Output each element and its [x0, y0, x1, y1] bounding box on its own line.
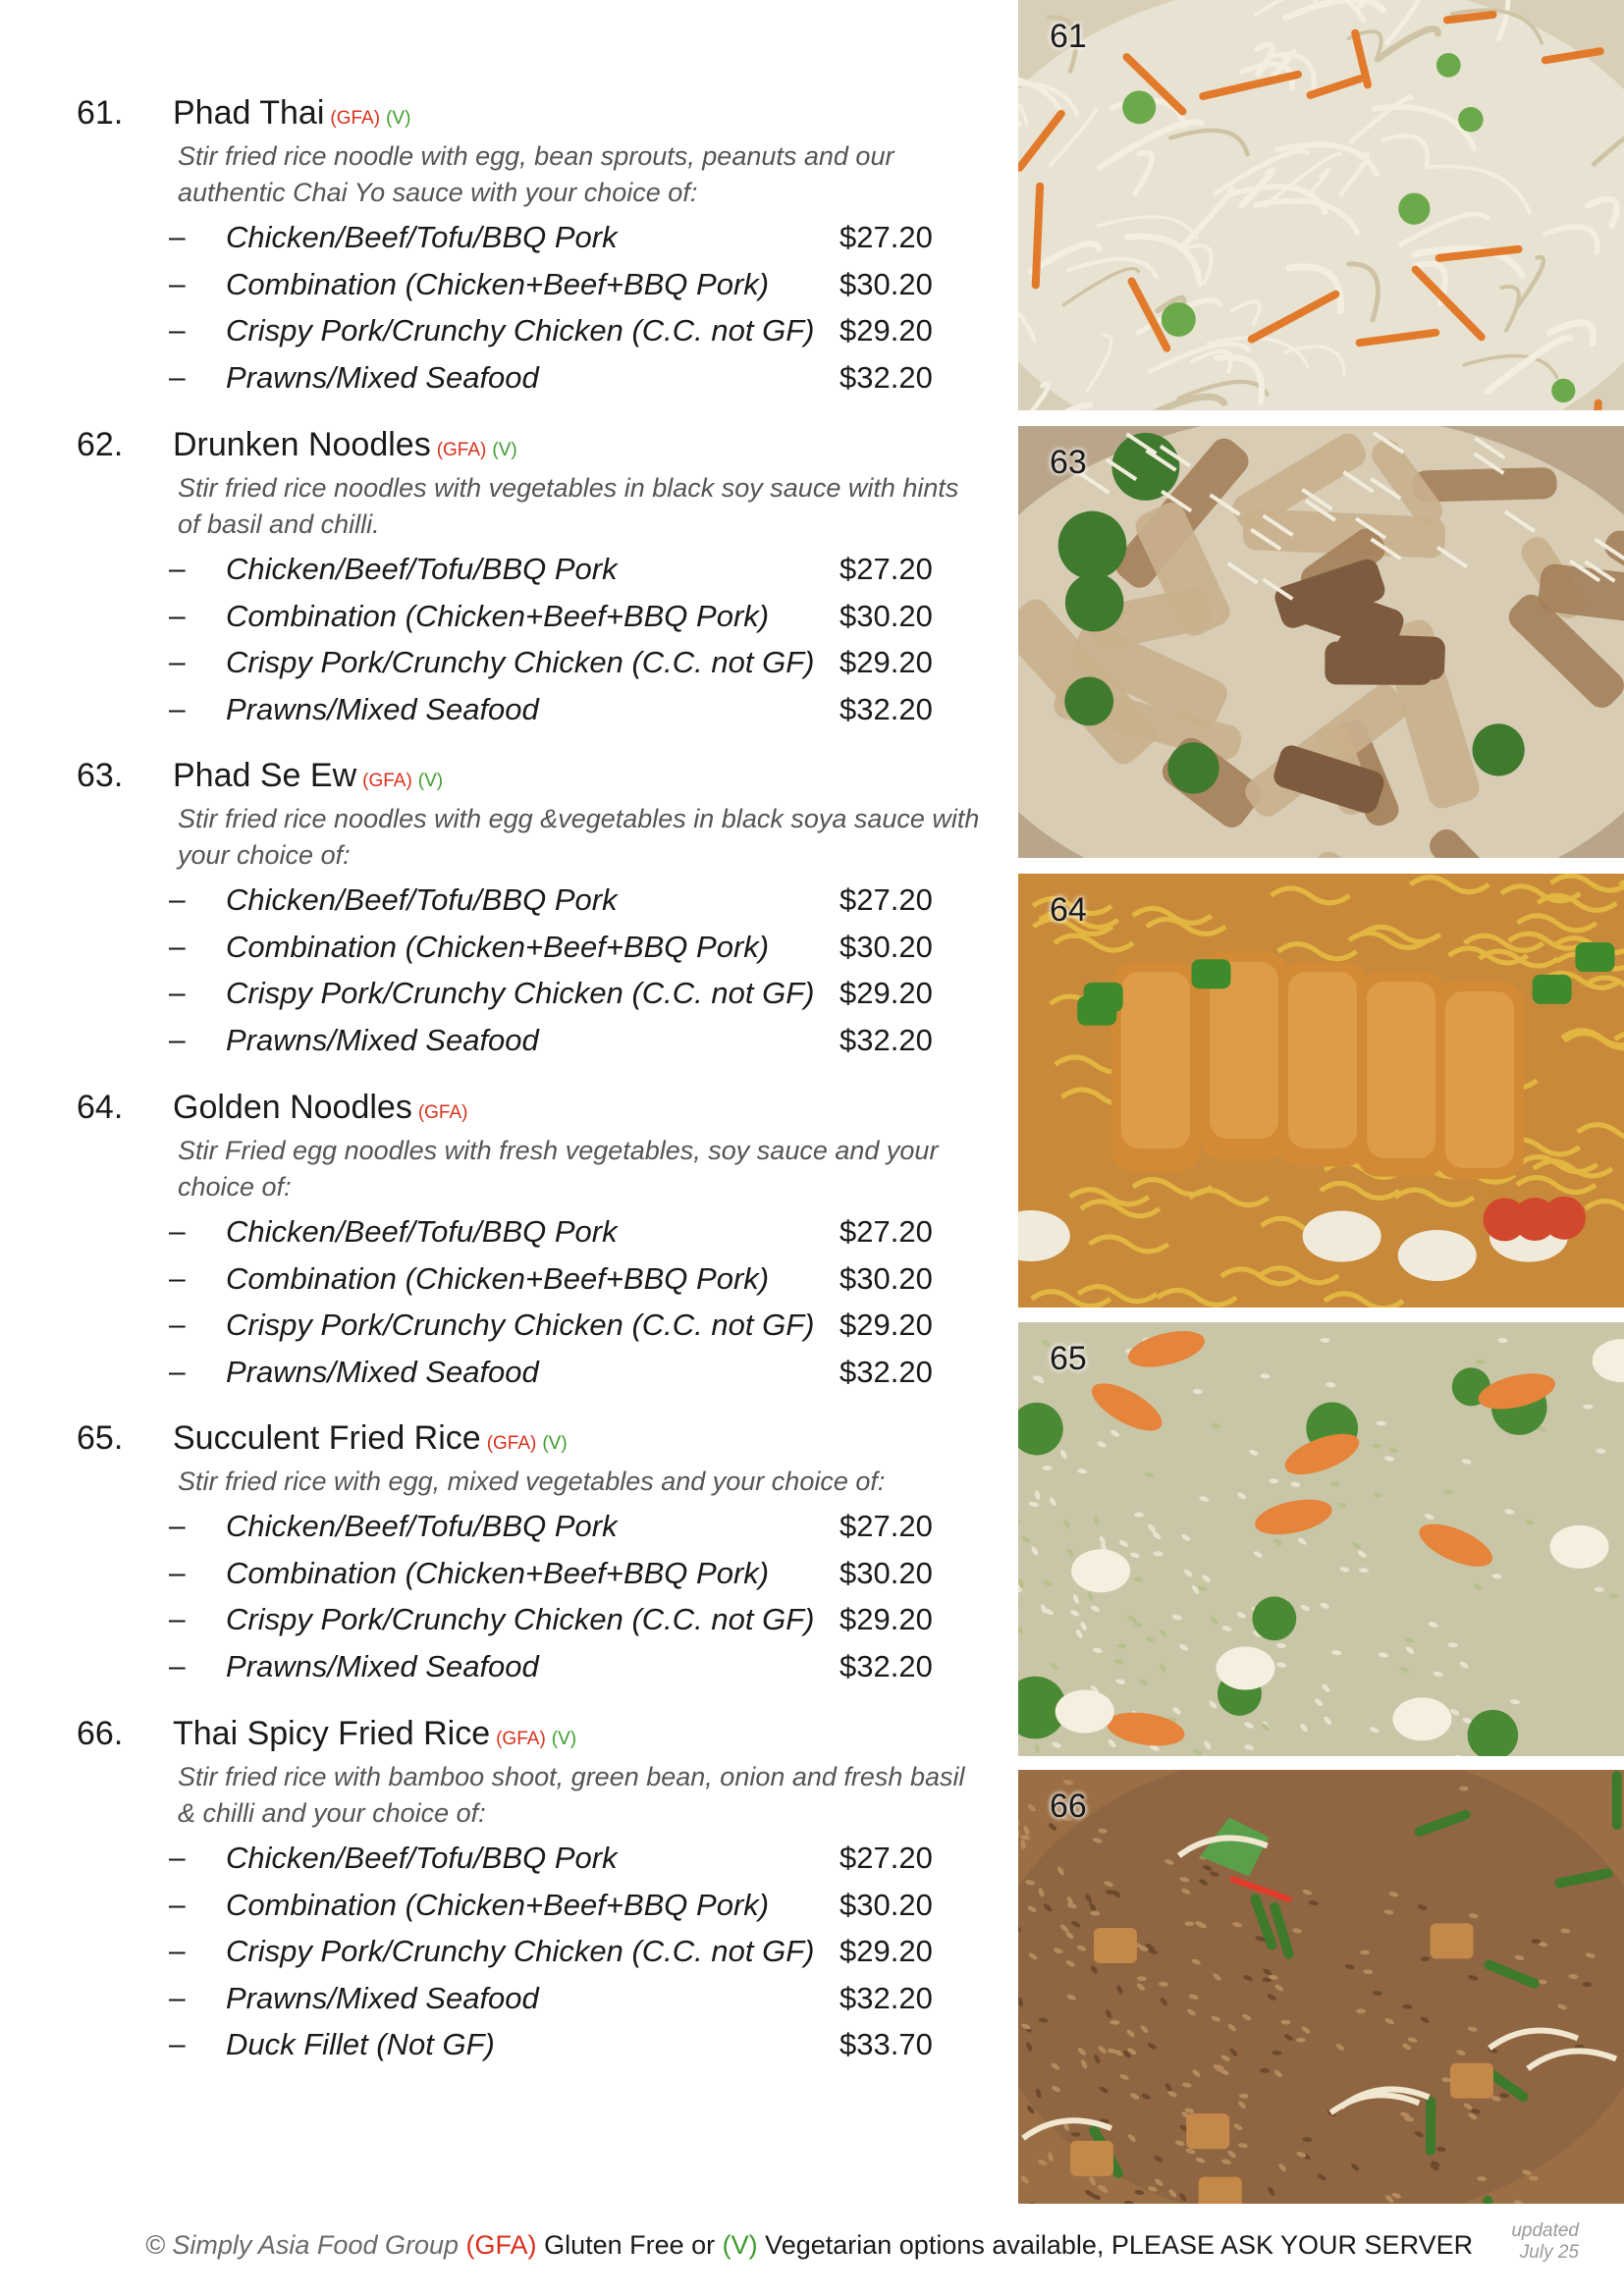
option-dash: –: [169, 1842, 186, 1874]
option-row: [0, 1882, 1011, 1928]
option-name: Prawns/Mixed Seafood: [226, 1648, 539, 1683]
option-row: [0, 1302, 1011, 1348]
item-number: 63.: [77, 757, 124, 794]
item-title-line: [173, 425, 517, 471]
option-price: $27.20: [839, 220, 933, 254]
option-dash: –: [169, 1935, 186, 1967]
option-price: $32.20: [839, 359, 933, 395]
option-dash: –: [169, 646, 186, 678]
option-name: Crispy Pork/Crunchy Chicken (C.C. not GF): [226, 313, 815, 347]
updated-date: [1500, 2220, 1579, 2264]
option-row: [0, 1349, 1011, 1395]
updated-month: July 25: [1519, 2242, 1579, 2263]
item-title-line: [173, 93, 410, 139]
food-photo-image: [1018, 874, 1624, 1308]
footer-veg-tag: (V): [722, 2230, 758, 2260]
option-price: $29.20: [839, 976, 933, 1010]
option-price: $27.20: [839, 1509, 933, 1543]
option-name: Combination (Chicken+Beef+BBQ Pork): [226, 598, 770, 633]
option-price: $29.20: [839, 1308, 933, 1342]
veg-tag: (V): [551, 1729, 577, 1749]
item-number: 65.: [77, 1419, 124, 1457]
option-name: Crispy Pork/Crunchy Chicken (C.C. not GF): [226, 645, 815, 679]
item-title-line: [173, 1714, 576, 1760]
option-name: Chicken/Beef/Tofu/BBQ Pork: [226, 1841, 618, 1875]
option-dash: –: [169, 977, 186, 1009]
option-dash: –: [169, 553, 186, 585]
option-name: Combination (Chicken+Beef+BBQ Pork): [226, 1260, 770, 1296]
footer: [0, 2220, 1624, 2279]
option-dash: –: [169, 1981, 186, 2014]
gfa-tag: (GFA): [496, 1729, 546, 1749]
option-name: Combination (Chicken+Beef+BBQ Pork): [226, 1887, 770, 1922]
item-title-line: [173, 1088, 468, 1134]
photo-number: 63: [1050, 444, 1087, 481]
option-dash: –: [169, 221, 186, 253]
option-dash: –: [169, 314, 186, 347]
option-row: [0, 686, 1011, 732]
item-name: Phad Thai: [173, 94, 325, 132]
updated-label: updated: [1511, 2220, 1579, 2241]
option-dash: –: [169, 1215, 186, 1248]
item-number: 62.: [77, 426, 124, 463]
gfa-tag: (GFA): [486, 1433, 537, 1454]
option-row: [0, 970, 1011, 1016]
gfa-tag: (GFA): [330, 108, 381, 129]
option-dash: –: [169, 1510, 186, 1542]
option-price: $29.20: [839, 645, 933, 679]
option-dash: –: [169, 599, 186, 632]
option-row: [0, 261, 1011, 307]
option-price: $30.20: [839, 1260, 933, 1296]
option-row: [0, 214, 1011, 260]
option-row: [0, 924, 1011, 970]
option-row: [0, 1208, 1011, 1255]
option-row: [0, 1017, 1011, 1063]
item-title-line: [173, 756, 443, 802]
option-price: $29.20: [839, 313, 933, 347]
option-price: $29.20: [839, 1602, 933, 1636]
option-row: [0, 639, 1011, 685]
option-row: [0, 1550, 1011, 1596]
option-dash: –: [169, 1649, 186, 1682]
item-name: Phad Se Ew: [173, 757, 357, 794]
item-name: Golden Noodles: [173, 1089, 412, 1126]
option-price: $32.20: [839, 1354, 933, 1389]
food-photo-image: [1018, 426, 1624, 858]
option-price: $32.20: [839, 1648, 933, 1683]
option-row: [0, 1596, 1011, 1642]
item-number: 61.: [77, 94, 124, 132]
veg-tag: (V): [386, 108, 411, 129]
item-name: Succulent Fried Rice: [173, 1419, 481, 1457]
item-name: Drunken Noodles: [173, 426, 431, 463]
option-price: $32.20: [839, 1022, 933, 1057]
option-name: Combination (Chicken+Beef+BBQ Pork): [226, 1555, 770, 1590]
option-price: $27.20: [839, 882, 933, 917]
option-dash: –: [169, 2028, 186, 2060]
option-price: $30.20: [839, 929, 933, 964]
item-description: Stir fried rice noodle with egg, bean sprouts, peanuts and our authentic Chai Yo sauce with your choice of:: [178, 141, 894, 207]
option-price: $32.20: [839, 691, 933, 726]
option-row: [0, 877, 1011, 923]
veg-tag: (V): [492, 440, 517, 460]
option-name: Prawns/Mixed Seafood: [226, 359, 539, 395]
gfa-tag: (GFA): [436, 440, 487, 460]
option-price: $30.20: [839, 1555, 933, 1590]
option-name: Chicken/Beef/Tofu/BBQ Pork: [226, 1509, 618, 1543]
copyright-text: © Simply Asia Food Group: [145, 2230, 460, 2260]
option-dash: –: [169, 1308, 186, 1341]
option-name: Crispy Pork/Crunchy Chicken (C.C. not GF): [226, 1602, 815, 1636]
option-row: [0, 1503, 1011, 1549]
option-price: $32.20: [839, 1980, 933, 2015]
item-description: Stir fried rice noodles with vegetables in black soy sauce with hints of basil and chilli.: [178, 473, 959, 539]
food-photo-image: [1018, 1322, 1624, 1756]
option-name: Prawns/Mixed Seafood: [226, 691, 539, 726]
option-dash: –: [169, 930, 186, 963]
item-number: 64.: [77, 1089, 124, 1126]
option-row: [0, 546, 1011, 592]
item-description: Stir fried rice noodles with egg &vegetables in black soya sauce with your choice of:: [178, 804, 980, 870]
option-price: $29.20: [839, 1934, 933, 1968]
option-dash: –: [169, 267, 186, 300]
photo-column: [1018, 0, 1624, 2296]
option-name: Chicken/Beef/Tofu/BBQ Pork: [226, 882, 618, 917]
option-row: [0, 1643, 1011, 1689]
dish-photo: [1018, 1770, 1624, 2204]
dish-photo: [1018, 1322, 1624, 1756]
option-price: $27.20: [839, 1841, 933, 1875]
option-row: [0, 354, 1011, 400]
photo-number: 66: [1050, 1788, 1087, 1825]
food-photo-image: [1018, 0, 1624, 410]
option-row: [0, 1975, 1011, 2021]
item-description: Stir fried rice with bamboo shoot, green bean, onion and fresh basil & chilli and your choice of:: [178, 1762, 965, 1828]
item-title-line: [173, 1418, 568, 1465]
option-row: [0, 307, 1011, 353]
option-name: Prawns/Mixed Seafood: [226, 1980, 539, 2015]
option-row: [0, 2021, 1011, 2067]
footer-veg-text: Vegetarian options available, PLEASE ASK YOUR SERVER: [765, 2230, 1474, 2260]
food-photo-image: [1018, 1770, 1624, 2204]
option-name: Crispy Pork/Crunchy Chicken (C.C. not GF): [226, 1308, 815, 1342]
option-name: Chicken/Beef/Tofu/BBQ Pork: [226, 552, 618, 586]
option-price: $30.20: [839, 1887, 933, 1922]
footer-note: [145, 2230, 1473, 2261]
dish-photo: [1018, 426, 1624, 858]
option-price: $33.70: [839, 2027, 933, 2061]
option-dash: –: [169, 1261, 186, 1295]
gfa-tag: (GFA): [417, 1102, 468, 1123]
option-row: [0, 1255, 1011, 1302]
option-name: Chicken/Beef/Tofu/BBQ Pork: [226, 220, 618, 254]
option-row: [0, 1835, 1011, 1881]
option-dash: –: [169, 1888, 186, 1921]
footer-gfa-text: Gluten Free or: [544, 2230, 716, 2260]
option-price: $27.20: [839, 552, 933, 586]
option-row: [0, 1928, 1011, 1974]
option-name: Chicken/Beef/Tofu/BBQ Pork: [226, 1214, 618, 1249]
option-name: Duck Fillet (Not GF): [226, 2027, 495, 2061]
photo-number: 64: [1050, 891, 1087, 929]
option-dash: –: [169, 883, 186, 916]
option-name: Crispy Pork/Crunchy Chicken (C.C. not GF): [226, 1934, 815, 1968]
veg-tag: (V): [542, 1433, 568, 1454]
option-dash: –: [169, 360, 186, 394]
item-name: Thai Spicy Fried Rice: [173, 1715, 491, 1752]
item-number: 66.: [77, 1715, 124, 1752]
option-dash: –: [169, 1603, 186, 1635]
option-dash: –: [169, 1023, 186, 1056]
option-name: Prawns/Mixed Seafood: [226, 1022, 539, 1057]
option-name: Combination (Chicken+Beef+BBQ Pork): [226, 266, 770, 301]
item-description: Stir Fried egg noodles with fresh vegetables, soy sauce and your choice of:: [178, 1136, 939, 1201]
dish-photo: [1018, 0, 1624, 410]
option-dash: –: [169, 1355, 186, 1388]
veg-tag: (V): [417, 771, 444, 791]
photo-number: 65: [1050, 1340, 1087, 1377]
item-description: Stir fried rice with egg, mixed vegetables and your choice of:: [178, 1467, 886, 1496]
photo-number: 61: [1050, 18, 1087, 55]
option-row: [0, 593, 1011, 639]
option-dash: –: [169, 1556, 186, 1589]
option-price: $30.20: [839, 598, 933, 633]
option-name: Combination (Chicken+Beef+BBQ Pork): [226, 929, 770, 964]
option-price: $27.20: [839, 1214, 933, 1249]
dish-photo: [1018, 874, 1624, 1308]
option-price: $30.20: [839, 266, 933, 301]
option-name: Prawns/Mixed Seafood: [226, 1354, 539, 1389]
gfa-tag: (GFA): [362, 771, 412, 791]
option-dash: –: [169, 692, 186, 725]
footer-gfa-tag: (GFA): [465, 2230, 537, 2260]
option-name: Crispy Pork/Crunchy Chicken (C.C. not GF): [226, 976, 815, 1010]
